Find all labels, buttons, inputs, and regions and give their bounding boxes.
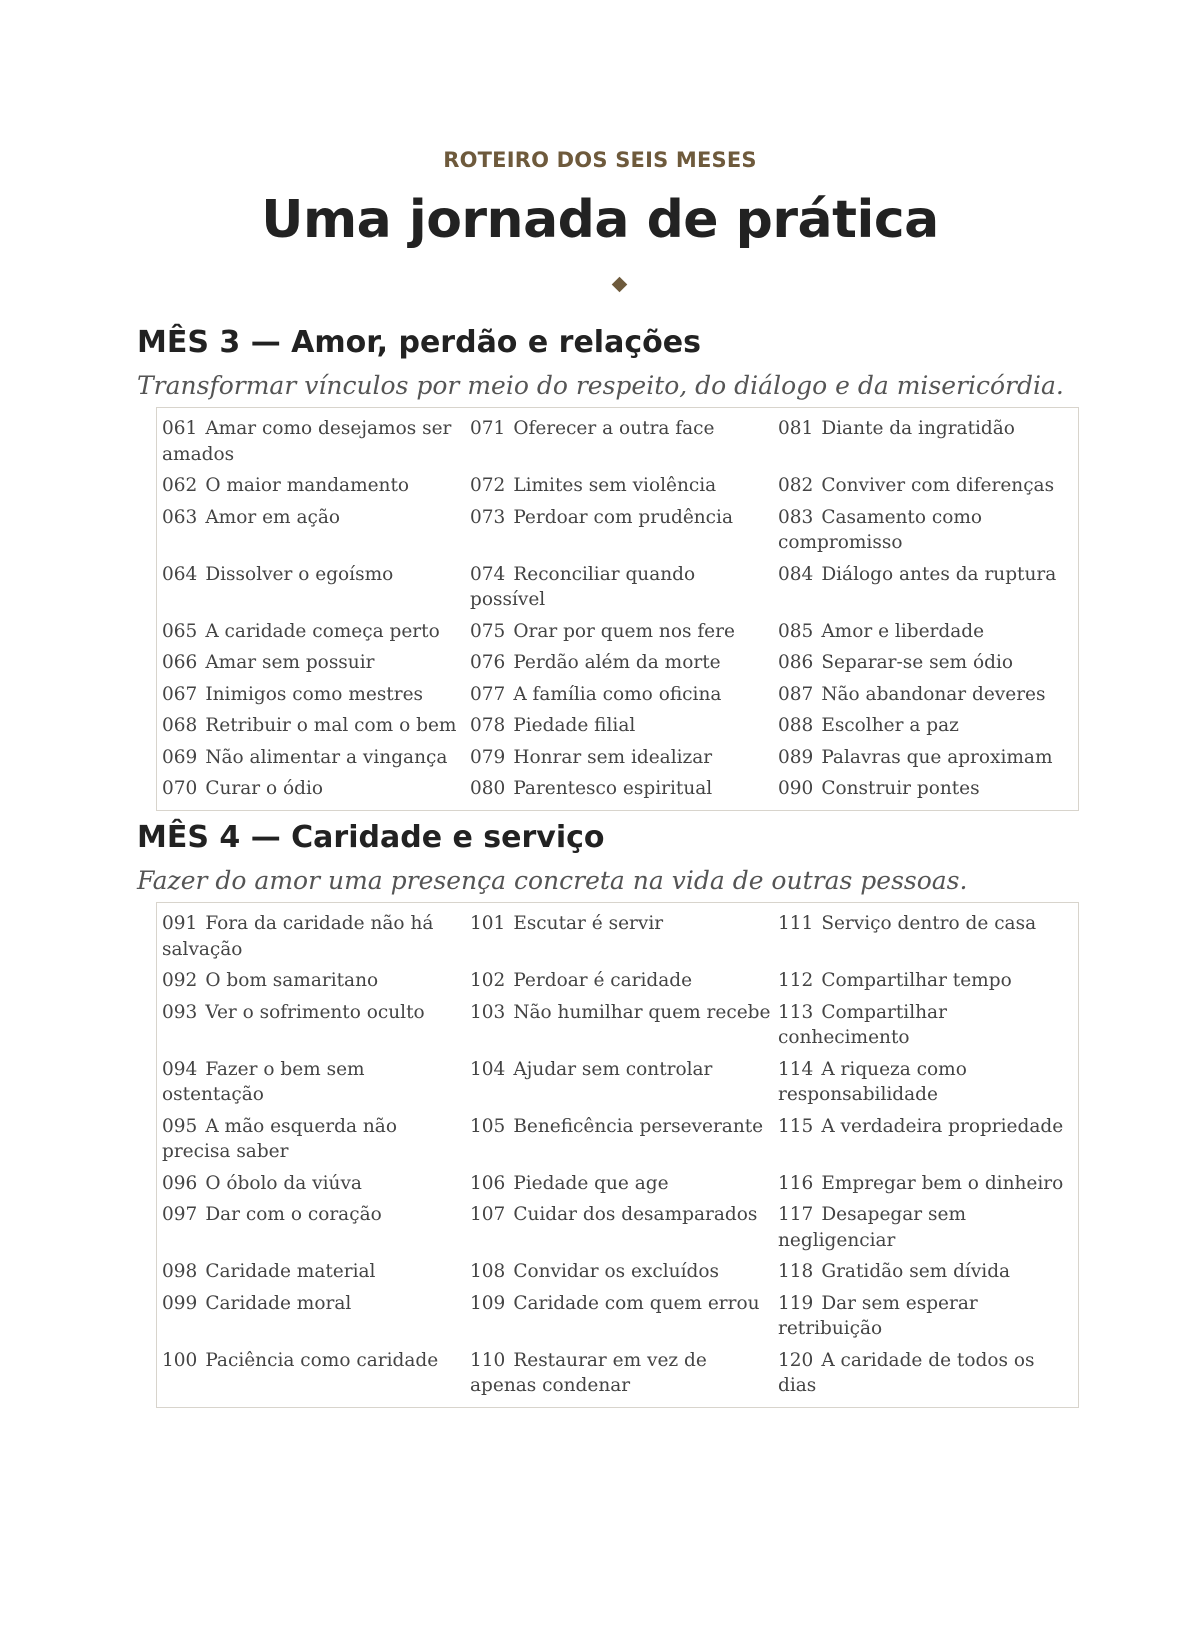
lesson-item — [162, 968, 470, 994]
lesson-item — [778, 682, 1078, 708]
lesson-item — [778, 650, 1078, 676]
lesson-number: 069 — [162, 746, 198, 768]
lesson-title: Não abandonar deveres — [821, 683, 1046, 705]
page-kicker: ROTEIRO DOS SEIS MESES — [443, 148, 757, 172]
lesson-number: 070 — [162, 778, 198, 799]
lesson-item — [162, 911, 470, 962]
lesson-title: Diálogo antes da ruptura — [821, 563, 1057, 585]
lesson-item — [778, 473, 1078, 499]
lesson-title: Cuidar dos desamparados — [513, 1204, 758, 1225]
month-3-section — [137, 321, 1087, 811]
lesson-title: Escutar é servir — [513, 913, 664, 934]
lesson-number: 098 — [162, 1261, 198, 1282]
lesson-item — [470, 911, 778, 962]
lesson-title: Dar sem esperar retribuição — [778, 1292, 978, 1339]
lesson-item — [162, 1057, 470, 1108]
lesson-number: 117 — [778, 1204, 814, 1225]
lesson-number: 072 — [470, 475, 506, 496]
lesson-item — [778, 505, 1078, 556]
lesson-title: Separar-se sem ódio — [821, 652, 1013, 673]
lesson-title: Desapegar sem negligenciar — [778, 1204, 966, 1251]
lesson-item — [470, 745, 778, 771]
lesson-number: 088 — [778, 715, 814, 736]
lesson-title: Caridade material — [205, 1261, 376, 1282]
lesson-title: Perdoar é caridade — [513, 970, 693, 991]
lesson-title: Gratidão sem dívida — [821, 1261, 1011, 1282]
lesson-item — [778, 1348, 1078, 1399]
lesson-item — [778, 1057, 1078, 1108]
lesson-title: Caridade com quem errou — [513, 1292, 760, 1314]
lesson-title: A riqueza como responsabilidade — [778, 1058, 967, 1105]
month-3-title: MÊS 3 — Amor, perdão e relações — [137, 325, 701, 360]
lesson-item — [470, 968, 778, 994]
lesson-item — [778, 619, 1078, 645]
lesson-title: Dissolver o egoísmo — [205, 563, 394, 585]
lesson-title: A mão esquerda não precisa saber — [162, 1115, 397, 1162]
lesson-item — [470, 473, 778, 499]
lesson-number: 109 — [470, 1292, 506, 1314]
lesson-title: Paciência como caridade — [205, 1349, 439, 1371]
lesson-title: Palavras que aproximam — [821, 746, 1053, 768]
lesson-number: 087 — [778, 683, 814, 705]
lesson-title: Piedade filial — [513, 715, 636, 736]
lesson-title: Piedade que age — [513, 1172, 669, 1194]
lesson-title: Amor em ação — [205, 506, 341, 528]
lesson-number: 097 — [162, 1204, 198, 1225]
lesson-number: 095 — [162, 1115, 198, 1137]
lesson-number: 065 — [162, 620, 198, 642]
lesson-title: Fazer o bem sem ostentação — [162, 1058, 365, 1105]
lesson-item — [470, 650, 778, 676]
lesson-title: Conviver com diferenças — [821, 475, 1055, 496]
lesson-number: 101 — [470, 913, 506, 934]
lesson-title: Casamento como compromisso — [778, 506, 983, 553]
lesson-number: 108 — [470, 1261, 506, 1282]
lesson-item — [162, 1171, 470, 1197]
lesson-item — [778, 562, 1078, 613]
lesson-number: 083 — [778, 506, 814, 528]
lesson-item — [778, 776, 1078, 802]
lesson-number: 118 — [778, 1261, 814, 1282]
month-3-lesson-grid — [156, 407, 1079, 811]
lesson-item — [470, 562, 778, 613]
lesson-item — [470, 776, 778, 802]
lesson-title: Orar por quem nos fere — [513, 620, 735, 642]
lesson-number: 112 — [778, 970, 814, 991]
lesson-number: 078 — [470, 715, 506, 736]
lesson-number: 100 — [162, 1349, 198, 1371]
lesson-number: 061 — [162, 418, 198, 439]
lesson-number: 092 — [162, 970, 198, 991]
month-4-title: MÊS 4 — Caridade e serviço — [137, 820, 605, 855]
lesson-number: 075 — [470, 620, 506, 642]
lesson-title: Oferecer a outra face — [513, 418, 715, 439]
lesson-number: 105 — [470, 1115, 506, 1137]
lesson-number: 084 — [778, 563, 814, 585]
lesson-item — [778, 745, 1078, 771]
lesson-title: Amor e liberdade — [821, 620, 985, 642]
lesson-number: 115 — [778, 1115, 814, 1137]
lesson-item — [778, 1202, 1078, 1253]
lesson-title: Convidar os excluídos — [513, 1261, 719, 1282]
lesson-item — [162, 776, 470, 802]
lesson-item — [778, 416, 1078, 467]
lesson-item — [162, 562, 470, 613]
lesson-number: 086 — [778, 652, 814, 673]
lesson-item — [778, 968, 1078, 994]
lesson-title: Ver o sofrimento oculto — [205, 1001, 425, 1023]
lesson-title: O óbolo da viúva — [205, 1172, 362, 1194]
lesson-title: Caridade moral — [205, 1292, 352, 1314]
lesson-title: Limites sem violência — [513, 475, 717, 496]
page-title: Uma jornada de prática — [261, 190, 939, 250]
lesson-number: 099 — [162, 1292, 198, 1314]
lesson-number: 113 — [778, 1001, 814, 1023]
lesson-item — [470, 1171, 778, 1197]
lesson-number: 073 — [470, 506, 506, 528]
lesson-number: 089 — [778, 746, 814, 768]
month-3-subtitle: Transformar vínculos por meio do respeito, do diálogo e da misericórdia. — [137, 371, 1064, 400]
month-4-subtitle: Fazer do amor uma presença concreta na vida de outras pessoas. — [137, 866, 968, 895]
lesson-item — [162, 650, 470, 676]
lesson-item — [778, 1114, 1078, 1165]
lesson-item — [162, 682, 470, 708]
lesson-item — [162, 505, 470, 556]
lesson-item — [778, 713, 1078, 739]
lesson-title: A verdadeira propriedade — [821, 1115, 1064, 1137]
lesson-number: 085 — [778, 620, 814, 642]
lesson-item — [162, 713, 470, 739]
lesson-item — [470, 1259, 778, 1285]
lesson-title: Perdão além da morte — [513, 652, 721, 673]
lesson-title: O maior mandamento — [205, 475, 410, 496]
lesson-number: 082 — [778, 475, 814, 496]
lesson-title: Amar sem possuir — [205, 652, 375, 673]
lesson-number: 068 — [162, 715, 198, 736]
lesson-title: O bom samaritano — [205, 970, 379, 991]
lesson-title: Amar como desejamos ser amados — [162, 418, 452, 465]
lesson-title: Beneficência perseverante — [513, 1115, 764, 1137]
lesson-item — [162, 1291, 470, 1342]
lesson-title: A caridade de todos os dias — [778, 1349, 1035, 1396]
lesson-item — [778, 1291, 1078, 1342]
lesson-item — [162, 473, 470, 499]
lesson-number: 110 — [470, 1349, 506, 1371]
lesson-item — [470, 713, 778, 739]
lesson-number: 091 — [162, 913, 198, 934]
lesson-number: 077 — [470, 683, 506, 705]
lesson-title: Perdoar com prudência — [513, 506, 733, 528]
lesson-title: Ajudar sem controlar — [513, 1058, 713, 1080]
lesson-item — [162, 745, 470, 771]
lesson-item — [470, 619, 778, 645]
lesson-item — [162, 1114, 470, 1165]
lesson-title: Escolher a paz — [821, 715, 959, 736]
lesson-title: Inimigos como mestres — [205, 683, 424, 705]
lesson-number: 064 — [162, 563, 198, 585]
lesson-number: 074 — [470, 563, 506, 585]
lesson-item — [470, 416, 778, 467]
lesson-title: Fora da caridade não há salvação — [162, 913, 434, 960]
lesson-title: A família como oficina — [513, 683, 722, 705]
lesson-number: 080 — [470, 778, 506, 799]
lesson-item — [162, 1202, 470, 1253]
lesson-number: 102 — [470, 970, 506, 991]
lesson-item — [470, 505, 778, 556]
lesson-item — [162, 1259, 470, 1285]
lesson-title: Curar o ódio — [205, 778, 324, 799]
lesson-number: 111 — [778, 913, 814, 934]
lesson-number: 104 — [470, 1058, 506, 1080]
lesson-number: 094 — [162, 1058, 198, 1080]
month-4-lesson-grid — [156, 902, 1079, 1408]
lesson-number: 079 — [470, 746, 506, 768]
lesson-number: 106 — [470, 1172, 506, 1194]
lesson-item — [470, 1114, 778, 1165]
lesson-number: 119 — [778, 1292, 814, 1314]
lesson-number: 096 — [162, 1172, 198, 1194]
lesson-item — [778, 1000, 1078, 1051]
lesson-item — [162, 619, 470, 645]
lesson-number: 093 — [162, 1001, 198, 1023]
lesson-item — [162, 1348, 470, 1399]
lesson-title: Parentesco espiritual — [513, 778, 713, 799]
lesson-item — [778, 1259, 1078, 1285]
lesson-title: Dar com o coração — [205, 1204, 382, 1225]
lesson-title: Honrar sem idealizar — [513, 746, 713, 768]
lesson-title: Construir pontes — [821, 778, 980, 799]
lesson-title: Compartilhar tempo — [821, 970, 1012, 991]
lesson-number: 090 — [778, 778, 814, 799]
lesson-number: 107 — [470, 1204, 506, 1225]
lesson-item — [470, 1348, 778, 1399]
lesson-number: 116 — [778, 1172, 814, 1194]
lesson-item — [162, 416, 470, 467]
lesson-title: Compartilhar conhecimento — [778, 1001, 947, 1048]
lesson-number: 076 — [470, 652, 506, 673]
lesson-number: 071 — [470, 418, 506, 439]
lesson-title: Não humilhar quem recebe — [513, 1001, 771, 1023]
lesson-number: 067 — [162, 683, 198, 705]
lesson-item — [778, 911, 1078, 962]
month-4-section — [137, 816, 1087, 1408]
lesson-number: 066 — [162, 652, 198, 673]
lesson-title: Não alimentar a vingança — [205, 746, 448, 768]
lesson-number: 103 — [470, 1001, 506, 1023]
lesson-title: Diante da ingratidão — [821, 418, 1015, 439]
lesson-title: Restaurar em vez de apenas condenar — [470, 1349, 707, 1396]
diamond-divider-icon — [612, 277, 628, 293]
lesson-item — [162, 1000, 470, 1051]
lesson-title: A caridade começa perto — [205, 620, 440, 642]
lesson-item — [470, 682, 778, 708]
lesson-item — [470, 1000, 778, 1051]
lesson-item — [470, 1057, 778, 1108]
lesson-item — [470, 1202, 778, 1253]
lesson-item — [778, 1171, 1078, 1197]
lesson-title: Empregar bem o dinheiro — [821, 1172, 1064, 1194]
lesson-number: 062 — [162, 475, 198, 496]
lesson-title: Reconciliar quando possível — [470, 563, 696, 610]
lesson-number: 063 — [162, 506, 198, 528]
lesson-number: 114 — [778, 1058, 814, 1080]
lesson-item — [470, 1291, 778, 1342]
lesson-title: Serviço dentro de casa — [821, 913, 1037, 934]
lesson-number: 120 — [778, 1349, 814, 1371]
lesson-number: 081 — [778, 418, 814, 439]
lesson-title: Retribuir o mal com o bem — [205, 715, 457, 736]
